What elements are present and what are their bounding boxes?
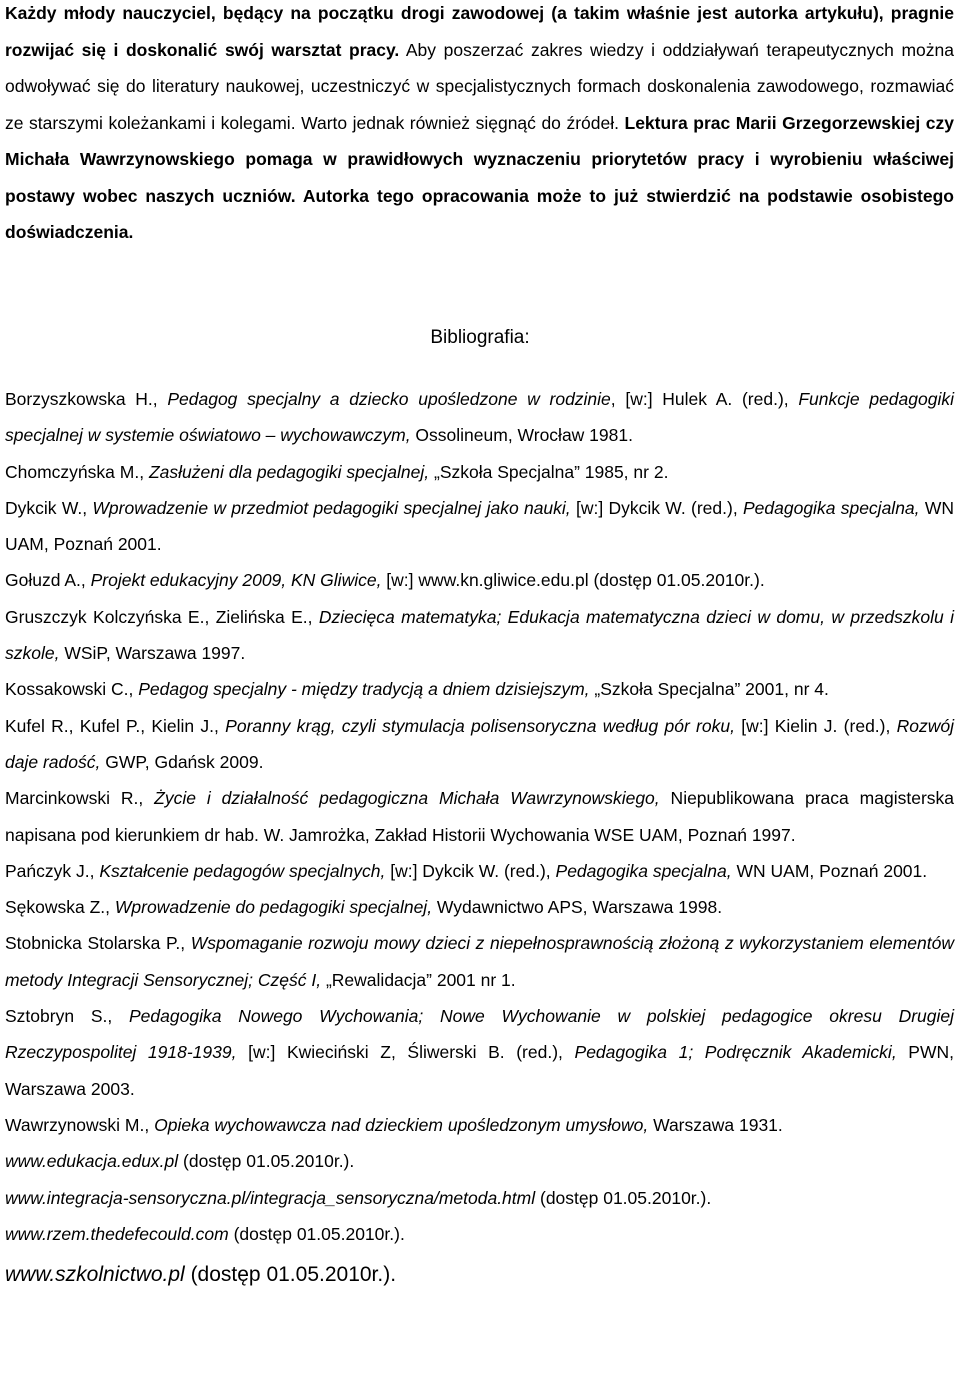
bibliography-entry — [5, 1107, 954, 1143]
entry-title: Pedagog specjalny - między tradycją a dniem dzisiejszym, — [138, 679, 590, 700]
entry-title-2: Pedagogika specjalna, — [555, 860, 732, 881]
bibliography-entry — [5, 490, 954, 563]
entry-detail: Warszawa 1931. — [648, 1114, 783, 1135]
entry-author: Kufel R., Kufel P., Kielin J., — [5, 715, 226, 736]
entry-web-link[interactable]: www.szkolnictwo.pl — [5, 1263, 185, 1287]
bibliography-entry-web — [5, 1143, 954, 1179]
entry-author: Marcinkowski R., — [5, 788, 155, 809]
entry-title: Dziecięca matematyka; Edukacja matematyczna dzieci w domu, w przedszkolu i szkole, — [5, 606, 955, 664]
entry-title-2: Rozwój daje radość, — [5, 715, 955, 772]
entry-author: Gołuzd A., — [5, 570, 91, 591]
entry-detail: Niepublikowana praca magisterska napisana pod kierunkiem dr hab. W. Jamrożka, Zakład Historii Wychowania WSE UAM, Poznań 1997. — [5, 788, 954, 845]
bibliography-entry — [5, 780, 954, 853]
entry-access-date: (dostęp 01.05.2010r.). — [228, 1223, 405, 1244]
bibliography-entry — [5, 998, 954, 1107]
entry-publisher: GWP, Gdańsk 2009. — [100, 751, 264, 772]
entry-author: Borzyszkowska H., — [5, 389, 168, 409]
bibliography-entry — [5, 671, 954, 707]
bibliography-entry-web — [5, 1180, 954, 1216]
entry-detail: [w:] Kielin J. (red.), — [734, 715, 897, 736]
entry-detail: , [w:] Hulek A. (red.), — [610, 389, 799, 409]
bibliography-entry — [5, 925, 954, 998]
entry-web-link[interactable]: www.rzem.thedefecould.com — [5, 1223, 229, 1244]
entry-detail: WSiP, Warszawa 1997. — [59, 643, 246, 664]
entry-detail: [w:] Kwieciński Z, Śliwerski B. (red.), — [236, 1042, 575, 1063]
bibliography-list — [5, 381, 954, 1294]
entry-detail: [w:] Dykcik W. (red.), — [570, 497, 743, 518]
entry-title-2: Pedagogika specjalna, — [742, 497, 920, 518]
entry-title: Wprowadzenie w przedmiot pedagogiki specjalnej jako nauki, — [92, 497, 571, 518]
intro-sentence-3: Lektura prac Marii Grzegorzewskiej czy Michała Wawrzynowskiego pomaga w prawidłowych wyznaczeniu priorytetów pracy i wyrobieniu właściwej postawy wobec naszych uczniów. Autorka tego opracowania może to już stwierdzić na podstawie osobistego doświadczenia. — [5, 112, 954, 242]
entry-title: Wprowadzenie do pedagogiki specjalnej, — [114, 897, 433, 918]
bibliography-entry — [5, 562, 954, 598]
bibliography-entry — [5, 381, 954, 454]
entry-detail: „Szkoła Specjalna” 2001, nr 4. — [589, 679, 829, 700]
entry-author: Dykcik W., — [5, 497, 93, 518]
entry-author: Chomczyńska M., — [5, 461, 149, 482]
entry-access-date: (dostęp 01.05.2010r.). — [535, 1187, 712, 1208]
bibliography-entry — [5, 454, 954, 490]
entry-author: Sękowska Z., — [5, 897, 115, 918]
entry-publisher: WN UAM, Poznań 2001. — [5, 497, 954, 555]
entry-web-link[interactable]: www.integracja-sensoryczna.pl/integracja_sensoryczna/metoda.html — [5, 1187, 536, 1208]
entry-author: Gruszczyk Kolczyńska E., Zielińska E., — [5, 606, 319, 627]
entry-title: Projekt edukacyjny 2009, KN Gliwice, — [90, 570, 382, 591]
entry-detail: [w:] www.kn.gliwice.edu.pl (dostęp 01.05.2010r.). — [381, 570, 765, 591]
intro-sentence-2: Aby poszerzać zakres wiedzy i oddziaływań terapeutycznych można odwoływać się do literatury naukowej, uczestniczyć w specjalistycznych formach doskonalenia zawodowego, rozmawiać ze starszymi koleżankami i kolegami. Warto jednak również sięgnąć do źródeł. — [5, 39, 954, 133]
bibliography-entry — [5, 708, 954, 781]
entry-access-date: (dostęp 01.05.2010r.). — [178, 1151, 355, 1172]
intro-paragraph — [5, 0, 954, 251]
entry-title: Poranny krąg, czyli stymulacja polisensoryczna według pór roku, — [225, 715, 735, 736]
entry-title: Pedagogika Nowego Wychowania; Nowe Wychowanie w polskiej pedagogice okresu Drugiej Rzeczypospolitej 1918-1939, — [5, 1006, 955, 1063]
entry-author: Pańczyk J., — [5, 860, 100, 881]
entry-publisher: WN UAM, Poznań 2001. — [731, 860, 928, 881]
entry-title: Zasłużeni dla pedagogiki specjalnej, — [148, 461, 430, 482]
entry-detail: Wydawnictwo APS, Warszawa 1998. — [432, 897, 723, 918]
entry-access-date: (dostęp 01.05.2010r.). — [184, 1263, 397, 1287]
entry-title: Pedagog specjalny a dziecko upośledzone w rodzinie — [167, 389, 611, 409]
entry-author: Stobnicka Stolarska P., — [5, 933, 191, 954]
entry-title: Kształcenie pedagogów specjalnych, — [99, 860, 386, 881]
entry-author: Kossakowski C., — [5, 679, 139, 700]
bibliography-entry-web — [5, 1216, 954, 1252]
entry-title-2: Pedagogika 1; Podręcznik Akademicki, — [574, 1042, 897, 1063]
entry-author: Wawrzynowski M., — [5, 1114, 155, 1135]
entry-title-2: Funkcje pedagogiki specjalnej w systemie oświatowo – wychowawczym, — [5, 389, 954, 446]
intro-sentence-1: Każdy młody nauczyciel, będący na początku drogi zawodowej (a takim właśnie jest autorka artykułu), pragnie rozwijać się i doskonalić swój warsztat pracy. — [5, 3, 954, 60]
bibliography-entry — [5, 853, 954, 889]
entry-title: Opieka wychowawcza nad dzieckiem upośledzonym umysłowo, — [154, 1114, 649, 1135]
entry-title: Życie i działalność pedagogiczna Michała Wawrzynowskiego, — [154, 788, 660, 809]
bibliography-entry-web — [5, 1256, 954, 1294]
entry-title: Wspomaganie rozwoju mowy dzieci z niepełnosprawnością złożoną z wykorzystaniem elementów metody Integracji Sensorycznej; Część I, — [5, 933, 954, 990]
bibliography-entry — [5, 599, 954, 672]
bibliography-entry — [5, 889, 954, 925]
entry-author: Sztobryn S., — [5, 1006, 129, 1027]
entry-publisher: PWN, Warszawa 2003. — [5, 1042, 954, 1099]
entry-detail: [w:] Dykcik W. (red.), — [385, 860, 556, 881]
entry-detail: „Rewalidacja” 2001 nr 1. — [321, 969, 516, 990]
entry-detail: „Szkoła Specjalna” 1985, nr 2. — [429, 461, 669, 482]
entry-publisher: Ossolineum, Wrocław 1981. — [410, 425, 633, 446]
bibliography-heading: Bibliografia: — [430, 327, 530, 348]
entry-web-link[interactable]: www.edukacja.edux.pl — [5, 1151, 179, 1172]
